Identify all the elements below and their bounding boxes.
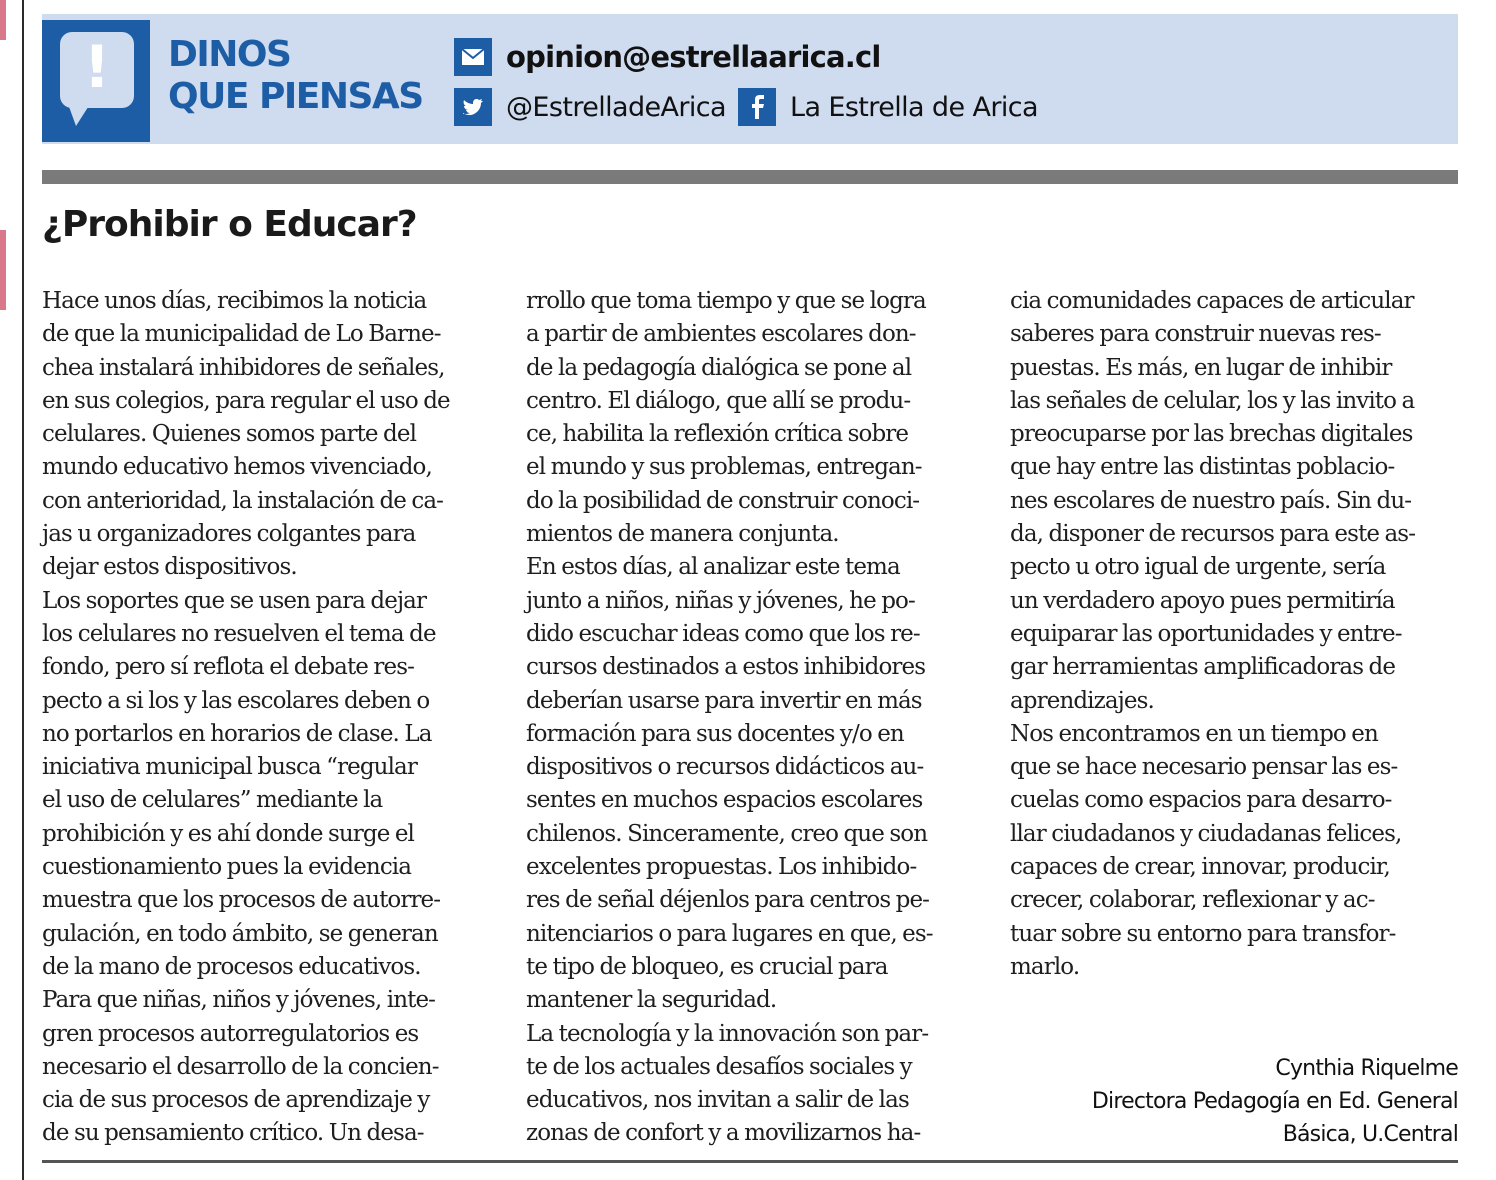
article-text-line: do la posibilidad de construir conoci- (526, 487, 920, 514)
article-text-line: te de los actuales desafíos sociales y (526, 1053, 912, 1080)
article-text-line: los celulares no resuelven el tema de (42, 620, 436, 647)
article-text-line: en sus colegios, para regular el uso de (42, 387, 450, 414)
article-text-line: celulares. Quienes somos parte del (42, 421, 417, 448)
article-text-line: gar herramientas amplificadoras de (1010, 654, 1396, 681)
article-text-line: educativos, nos invitan a salir de las (526, 1087, 909, 1114)
social-contacts (454, 88, 1038, 126)
article-text-line: excelentes propuestas. Los inhibido- (526, 854, 917, 881)
article-text-line: capaces de crear, innovar, producir, (1010, 854, 1390, 881)
article-text-line: dispositivos o recursos didácticos au- (526, 754, 924, 781)
article-text-line: nitenciarios o para lugares en que, es- (526, 920, 933, 947)
article-text-line: res de señal déjenlos para centros pe- (526, 887, 930, 914)
facebook-icon (738, 88, 776, 126)
article-text-line: tuar sobre su entorno para transfor- (1010, 920, 1396, 947)
section-title (168, 34, 423, 118)
article-text-line: dido escuchar ideas como que los re- (526, 620, 920, 647)
article-text-line: las señales de celular, los y las invito a (1010, 387, 1415, 414)
article-text-line: el uso de celulares” mediante la (42, 787, 383, 814)
article-text-line: La tecnología y la innovación son par- (526, 1020, 929, 1047)
article-text-line: necesario el desarrollo de la concien- (42, 1053, 439, 1080)
article-column-2 (526, 285, 986, 1151)
article-text-line: chilenos. Sinceramente, creo que son (526, 820, 928, 847)
article-text-line: puestas. Es más, en lugar de inhibir (1010, 354, 1392, 381)
article-text-line: mantener la seguridad. (526, 987, 777, 1014)
article-text-line: fondo, pero sí reflota el debate res- (42, 654, 415, 681)
email-contact (454, 38, 881, 76)
article-text-line: deberían usarse para invertir en más (526, 687, 922, 714)
email-address[interactable]: opinion@estrellaarica.cl (506, 40, 881, 74)
author-signature (1092, 1052, 1458, 1151)
article-text-line: un verdadero apoyo pues permitiría (1010, 587, 1395, 614)
article-text-line: ce, habilita la reflexión crítica sobre (526, 421, 909, 448)
opinion-banner (42, 14, 1458, 144)
page-margin-rule (22, 0, 24, 1180)
page-edge-marks (0, 0, 8, 1180)
author-name: Cynthia Riquelme (1275, 1056, 1458, 1081)
article-text-line: mundo educativo hemos vivenciado, (42, 454, 432, 481)
article-text-line: crecer, colaborar, reflexionar y ac- (1010, 887, 1375, 914)
article-text-line: En estos días, al analizar este tema (526, 554, 900, 581)
article-text-line: prohibición y es ahí donde surge el (42, 820, 414, 847)
article-text-line: saberes para construir nuevas res- (1010, 321, 1381, 348)
author-role-line1: Directora Pedagogía en Ed. General (1091, 1089, 1458, 1114)
article-text-line: chea instalará inhibidores de señales, (42, 354, 445, 381)
article-text-line: da, disponer de recursos para este as- (1010, 521, 1416, 548)
article-text-line: aprendizajes. (1010, 687, 1154, 714)
article-text-line: mientos de manera conjunta. (526, 521, 839, 548)
article-text-line: centro. El diálogo, que allí se produ- (526, 387, 911, 414)
article-text-line: te tipo de bloqueo, es crucial para (526, 953, 888, 980)
article-text-line: de la pedagogía dialógica se pone al (526, 354, 912, 381)
article-text-line: zonas de confort y a movilizarnos ha- (526, 1120, 921, 1147)
article-text-line: formación para sus docentes y/o en (526, 720, 904, 747)
article-column-3 (1010, 285, 1470, 984)
article-text-line: el mundo y sus problemas, entregan- (526, 454, 922, 481)
exclamation-speech-bubble-icon: ! (42, 20, 150, 142)
article-text-line: cursos destinados a estos inhibidores (526, 654, 926, 681)
article-text-line: cia de sus procesos de aprendizaje y (42, 1087, 430, 1114)
section-title-line1: DINOS (168, 34, 291, 75)
article-text-line: Los soportes que se usen para dejar (42, 587, 427, 614)
article-text-line: de su pensamiento crítico. Un desa- (42, 1120, 424, 1147)
article-text-line: rrollo que toma tiempo y que se logra (526, 288, 926, 314)
section-divider (42, 170, 1458, 184)
article-text-line: Para que niñas, niños y jóvenes, inte- (42, 987, 436, 1014)
article-text-line: iniciativa municipal busca “regular (42, 754, 417, 781)
article-text-line: de la mano de procesos educativos. (42, 953, 421, 980)
article-text-line: jas u organizadores colgantes para (42, 521, 416, 548)
article-text-line: preocuparse por las brechas digitales (1010, 421, 1413, 448)
twitter-bird-icon (454, 88, 492, 126)
section-title-line2: QUE PIENSAS (168, 76, 423, 117)
article-text-line: que hay entre las distintas poblacio- (1010, 454, 1395, 481)
article-text-line: que se hace necesario pensar las es- (1010, 754, 1398, 781)
article-text-line: cia comunidades capaces de articular (1010, 288, 1414, 314)
article-text-line: no portarlos en horarios de clase. La (42, 720, 432, 747)
article-text-line: junto a niños, niñas y jóvenes, he po- (526, 587, 915, 614)
article-text-line: equiparar las oportunidades y entre- (1010, 620, 1402, 647)
article-text-line: gulación, en todo ámbito, se generan (42, 920, 438, 947)
article-text-line: dejar estos dispositivos. (42, 554, 297, 581)
article-text-line: a partir de ambientes escolares don- (526, 321, 916, 348)
article-text-line: con anterioridad, la instalación de ca- (42, 487, 444, 514)
article-text-line: llar ciudadanos y ciudadanas felices, (1010, 820, 1402, 847)
mail-icon (454, 38, 492, 76)
article-text-line: Hace unos días, recibimos la noticia (42, 288, 427, 314)
article-text-line: nes escolares de nuestro país. Sin du- (1010, 487, 1412, 514)
article-text-line: cuestionamiento pues la evidencia (42, 854, 412, 881)
article-text-line: muestra que los procesos de autorre- (42, 887, 441, 914)
bottom-divider (42, 1160, 1458, 1163)
article-text-line: pecto a si los y las escolares deben o (42, 687, 430, 714)
article-text-line: cuelas como espacios para desarro- (1010, 787, 1392, 814)
author-role-line2: Básica, U.Central (1282, 1122, 1458, 1147)
article-text-line: marlo. (1010, 953, 1080, 980)
article-text-line: pecto u otro igual de urgente, sería (1010, 554, 1386, 581)
article-text-line: de que la municipalidad de Lo Barne- (42, 321, 441, 348)
article-text-line: Nos encontramos en un tiempo en (1010, 720, 1378, 747)
article-column-1 (42, 285, 502, 1151)
twitter-handle[interactable]: @EstrelladeArica (506, 91, 726, 123)
article-text-line: sentes en muchos espacios escolares (526, 787, 923, 814)
article-text-line: gren procesos autorregulatorios es (42, 1020, 419, 1047)
facebook-page[interactable]: La Estrella de Arica (790, 91, 1038, 123)
article-headline: ¿Prohibir o Educar? (42, 204, 417, 245)
